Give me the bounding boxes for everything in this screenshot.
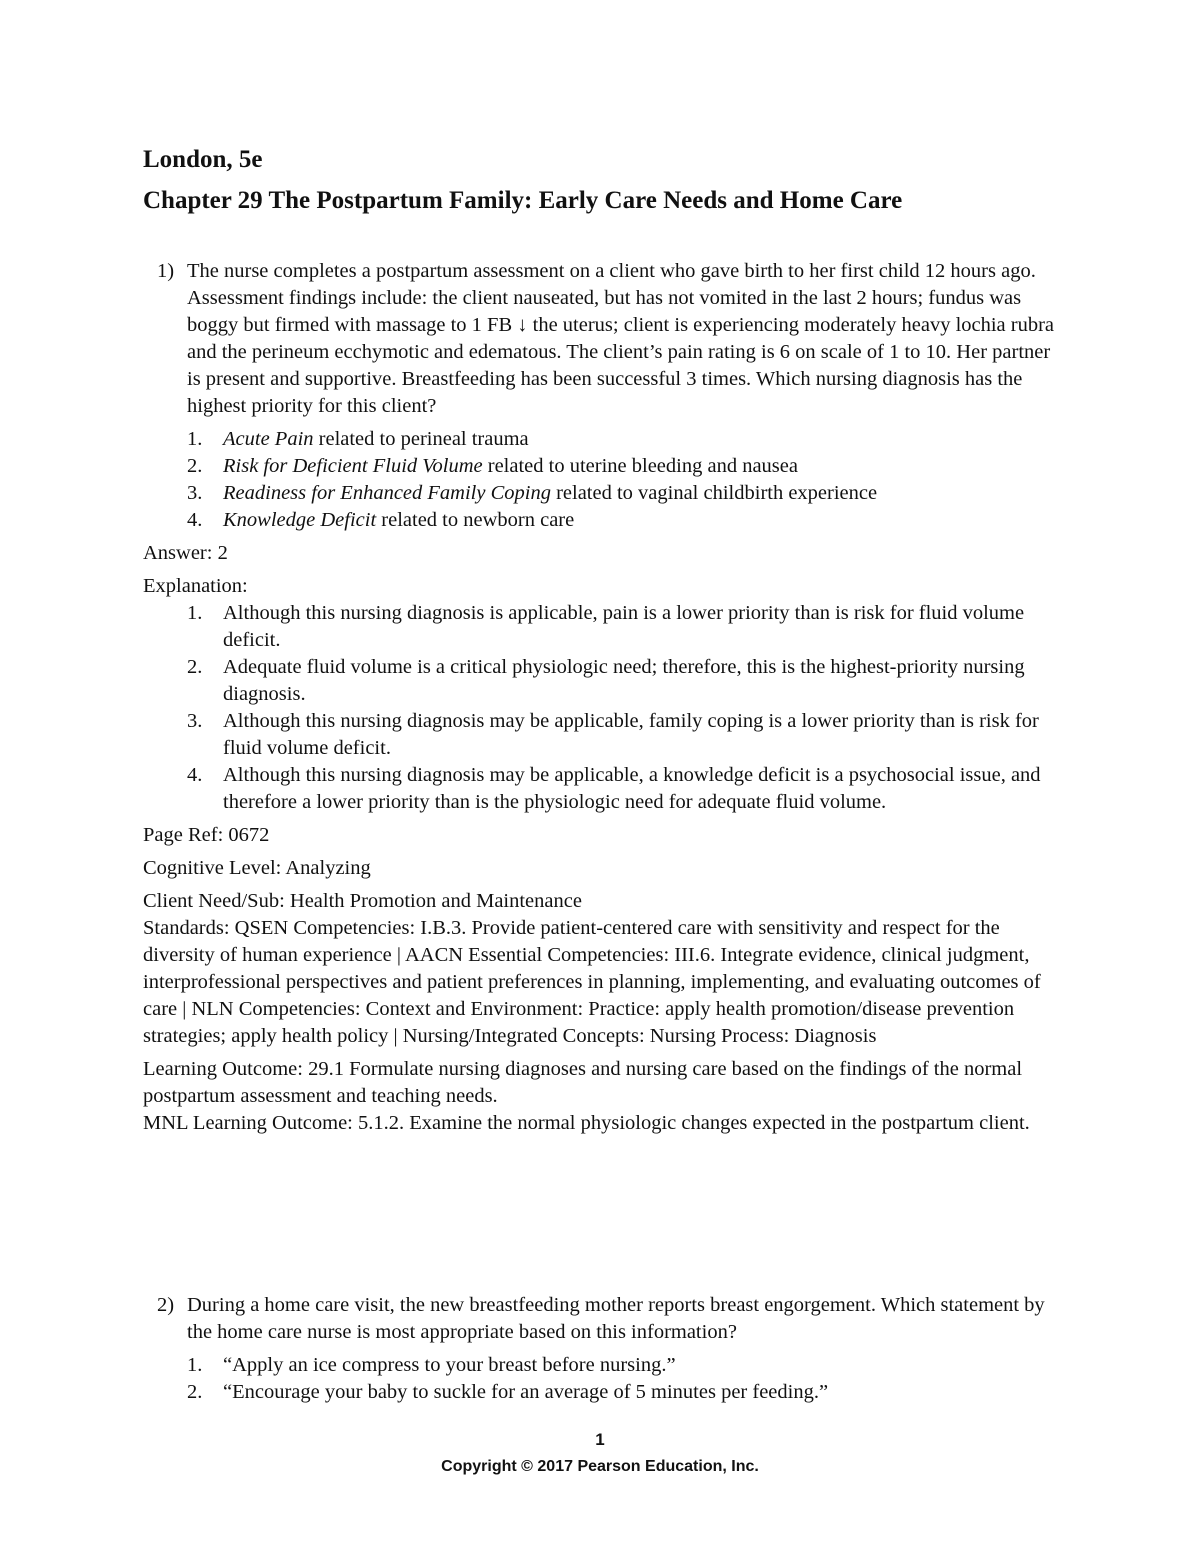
option-number: 4. (187, 509, 203, 531)
option-item (143, 1379, 1060, 1406)
option-diagnosis: Readiness for Enhanced Family Coping (223, 482, 551, 504)
option-item (143, 507, 1060, 534)
question-number: 2) (157, 1294, 175, 1316)
question-stem: During a home care visit, the new breastfeeding mother reports breast engorgement. Which statement by the home care nurse is most appropriate based on this information? (187, 1294, 1045, 1343)
question-1 (143, 258, 1060, 1137)
option-text: related to perineal trauma (313, 428, 529, 450)
answer-options (143, 426, 1060, 534)
learning-outcome: Learning Outcome: 29.1 Formulate nursing diagnoses and nursing care based on the findings of the normal postpartum assessment and teaching needs. (143, 1058, 1023, 1107)
option-text: “Apply an ice compress to your breast before nursing.” (223, 1354, 676, 1376)
client-need: Client Need/Sub: Health Promotion and Maintenance (143, 890, 582, 912)
option-number: 1. (187, 1354, 203, 1376)
explanation-number: 3. (187, 710, 203, 732)
explanation-number: 1. (187, 602, 203, 624)
option-text: related to uterine bleeding and nausea (482, 455, 798, 477)
option-number: 3. (187, 482, 203, 504)
book-title: London, 5e (143, 146, 263, 173)
question-2-stem-row (143, 1292, 1060, 1346)
answer-options (143, 1352, 1060, 1406)
explanation-list (143, 600, 1060, 816)
explanation-item (143, 762, 1060, 816)
cognitive-level: Cognitive Level: Analyzing (143, 857, 371, 879)
copyright-notice: Copyright © 2017 Pearson Education, Inc. (441, 1458, 759, 1475)
explanation-label: Explanation: (143, 575, 248, 597)
option-item (143, 426, 1060, 453)
option-text: related to vaginal childbirth experience (550, 482, 878, 504)
question-2 (143, 1292, 1060, 1406)
chapter-title: Chapter 29 The Postpartum Family: Early Care Needs and Home Care (143, 187, 903, 214)
question-number: 1) (157, 260, 175, 282)
option-diagnosis: Acute Pain (223, 428, 314, 450)
question-1-stem-row (143, 258, 1060, 420)
page-ref: Page Ref: 0672 (143, 824, 270, 846)
option-item (143, 480, 1060, 507)
option-number: 1. (187, 428, 203, 450)
explanation-number: 4. (187, 764, 203, 786)
option-item (143, 453, 1060, 480)
option-diagnosis: Risk for Deficient Fluid Volume (223, 455, 483, 477)
explanation-text: Although this nursing diagnosis is applicable, pain is a lower priority than is risk for fluid volume deficit. (223, 602, 1025, 651)
explanation-item (143, 708, 1060, 762)
explanation-item (143, 654, 1060, 708)
explanation-text: Although this nursing diagnosis may be applicable, family coping is a lower priority than is risk for fluid volume deficit. (223, 710, 1039, 759)
option-number: 2. (187, 455, 203, 477)
question-stem: The nurse completes a postpartum assessment on a client who gave birth to her first child 12 hours ago. Assessment findings include: the client nauseated, but has not vomited in the last 2 hours; fundus was boggy but firmed with massage to 1 FB ↓ the uterus; client is experiencing moderately heavy lochia rubra and the perineum ecchymotic and edematous. The client’s pain rating is 6 on scale of 1 to 10. Her partner is present and supportive. Breastfeeding has been successful 3 times. Which nursing diagnosis has the highest priority for this client? (187, 260, 1055, 417)
option-number: 2. (187, 1381, 203, 1403)
mnl-learning-outcome: MNL Learning Outcome: 5.1.2. Examine the normal physiologic changes expected in the postpartum client. (143, 1112, 1030, 1134)
explanation-text: Adequate fluid volume is a critical physiologic need; therefore, this is the highest-priority nursing diagnosis. (223, 656, 1025, 705)
option-item (143, 1352, 1060, 1379)
explanation-item (143, 600, 1060, 654)
explanation-text: Although this nursing diagnosis may be applicable, a knowledge deficit is a psychosocial issue, and therefore a lower priority than is the physiologic need for adequate fluid volume. (223, 764, 1041, 813)
option-diagnosis: Knowledge Deficit (223, 509, 377, 531)
page-number: 1 (595, 1430, 605, 1449)
answer-line: Answer: 2 (143, 542, 228, 564)
explanation-number: 2. (187, 656, 203, 678)
standards: Standards: QSEN Competencies: I.B.3. Provide patient-centered care with sensitivity and respect for the diversity of human experience | AACN Essential Competencies: III.6. Integrate evidence, clinical judgment, interprofessional perspectives and patient preferences in planning, implementing, and evaluating outcomes of care | NLN Competencies: Context and Environment: Practice: apply health promotion/disease prevention strategies; apply health policy | Nursing/Integrated Concepts: Nursing Process: Diagnosis (143, 917, 1041, 1047)
option-text: related to newborn care (376, 509, 575, 531)
option-text: “Encourage your baby to suckle for an average of 5 minutes per feeding.” (223, 1381, 829, 1403)
